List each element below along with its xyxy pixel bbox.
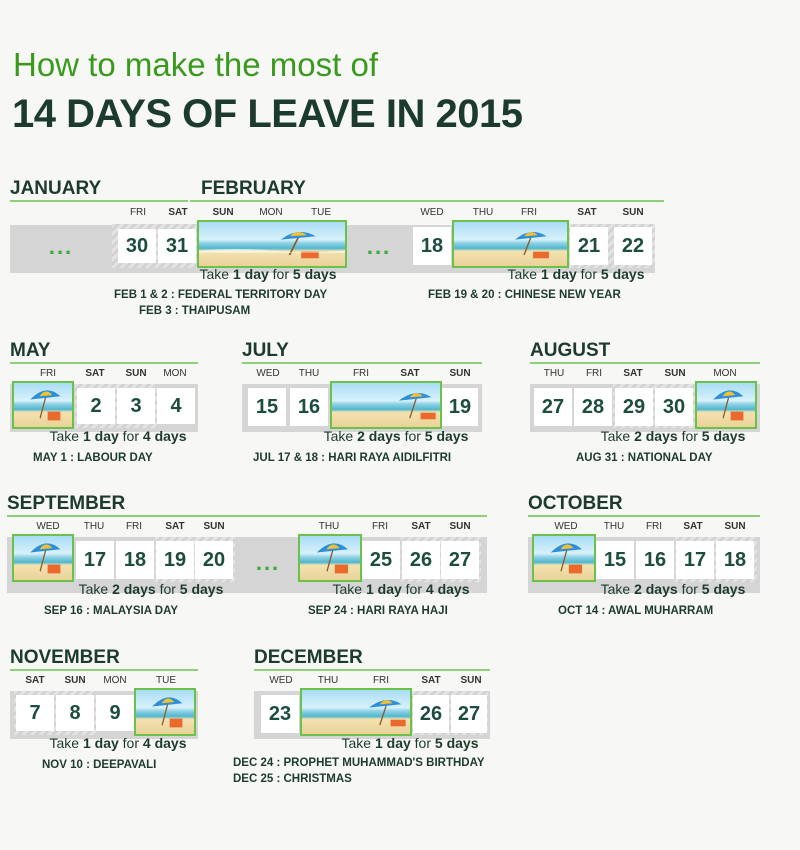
leave-summary: Take 2 days for 5 days: [600, 428, 746, 444]
month-divider: [10, 669, 198, 671]
day-header-wed: WED: [554, 521, 578, 532]
date-cell: 30: [655, 388, 693, 426]
date-cell: 26: [402, 541, 440, 579]
holiday-note: FEB 3 : THAIPUSAM: [139, 305, 251, 317]
beach-icon: [300, 688, 412, 736]
leave-summary: Take 1 day for 4 days: [49, 735, 187, 751]
date-cell: 19: [442, 388, 478, 426]
date-cell: 15: [596, 541, 634, 579]
day-header-mon: MON: [259, 207, 283, 218]
day-header-sun: SUN: [664, 368, 686, 379]
day-header-thu: THU: [543, 368, 565, 379]
day-header-sat: SAT: [168, 207, 188, 218]
leave-summary: Take 2 days for 5 days: [323, 428, 469, 444]
day-header-wed: WED: [420, 207, 444, 218]
date-cell: 18: [716, 541, 754, 579]
day-header-sun: SUN: [449, 521, 471, 532]
day-header-sat: SAT: [421, 675, 441, 686]
date-cell: 7: [16, 695, 54, 731]
day-header-fri: FRI: [129, 207, 147, 218]
date-cell: 3: [117, 388, 155, 424]
date-cell: 21: [570, 227, 608, 265]
beach-icon: [532, 534, 596, 582]
holiday-note: JUL 17 & 18 : HARI RAYA AIDILFITRI: [253, 452, 452, 464]
date-cell: 25: [362, 541, 400, 579]
date-cell: 16: [636, 541, 674, 579]
leave-summary: Take 1 day for 5 days: [507, 266, 645, 282]
month-august: AUGUST: [530, 340, 611, 361]
date-cell: 31: [158, 229, 196, 263]
day-header-sat: SAT: [623, 368, 643, 379]
month-divider: [242, 362, 482, 364]
day-header-tue: TUE: [311, 207, 331, 218]
day-header-fri: FRI: [520, 207, 538, 218]
page-title: 14 DAYS OF LEAVE IN 2015: [12, 92, 523, 136]
beach-icon: [12, 381, 74, 429]
day-header-sun: SUN: [212, 207, 234, 218]
month-divider: [528, 515, 760, 517]
date-cell: 16: [290, 388, 328, 426]
day-header-sun: SUN: [449, 368, 471, 379]
holiday-note: MAY 1 : LABOUR DAY: [33, 452, 153, 464]
day-header-sat: SAT: [683, 521, 703, 532]
holiday-note: FEB 1 & 2 : FEDERAL TERRITORY DAY: [114, 289, 328, 301]
day-header-wed: WED: [36, 521, 60, 532]
day-header-mon: MON: [163, 368, 187, 379]
day-header-fri: FRI: [39, 368, 57, 379]
date-cell: 17: [76, 541, 114, 579]
date-cell: 20: [195, 541, 233, 579]
month-july: JULY: [242, 340, 289, 361]
holiday-note: AUG 31 : NATIONAL DAY: [576, 452, 713, 464]
leave-summary: Take 2 days for 5 days: [600, 581, 746, 597]
holiday-note: SEP 16 : MALAYSIA DAY: [44, 605, 179, 617]
day-header-mon: MON: [103, 675, 127, 686]
month-divider: [190, 200, 664, 202]
date-cell: 27: [441, 541, 479, 579]
beach-icon: [12, 534, 74, 582]
leave-summary: Take 1 day for 5 days: [341, 735, 479, 751]
page-subtitle: How to make the most of: [13, 46, 378, 83]
beach-icon: [695, 381, 757, 429]
month-october: OCTOBER: [528, 493, 623, 514]
date-cell: 26: [413, 695, 449, 733]
month-divider: [10, 200, 188, 202]
month-divider: [530, 362, 760, 364]
day-header-wed: WED: [256, 368, 280, 379]
day-header-thu: THU: [317, 675, 339, 686]
leave-summary: Take 2 days for 5 days: [78, 581, 224, 597]
day-header-sat: SAT: [165, 521, 185, 532]
month-february: FEBRUARY: [201, 178, 306, 199]
ellipsis: ...: [48, 234, 74, 259]
date-cell: 18: [413, 227, 451, 265]
date-cell: 17: [676, 541, 714, 579]
day-header-tue: TUE: [156, 675, 176, 686]
month-divider: [10, 362, 198, 364]
day-header-fri: FRI: [352, 368, 370, 379]
day-header-sat: SAT: [411, 521, 431, 532]
day-header-sun: SUN: [622, 207, 644, 218]
day-header-sat: SAT: [85, 368, 105, 379]
day-header-fri: FRI: [585, 368, 603, 379]
month-january: JANUARY: [10, 178, 102, 199]
holiday-note: FEB 19 & 20 : CHINESE NEW YEAR: [428, 289, 621, 301]
day-header-thu: THU: [83, 521, 105, 532]
leave-summary: Take 1 day for 5 days: [199, 266, 337, 282]
holiday-note: DEC 24 : PROPHET MUHAMMAD'S BIRTHDAY: [233, 757, 485, 769]
leave-summary: Take 1 day for 4 days: [332, 581, 470, 597]
day-header-sat: SAT: [400, 368, 420, 379]
day-header-thu: THU: [298, 368, 320, 379]
date-cell: 9: [96, 695, 134, 731]
day-header-fri: FRI: [645, 521, 663, 532]
date-cell: 30: [118, 229, 156, 263]
date-cell: 18: [116, 541, 154, 579]
month-september: SEPTEMBER: [7, 493, 126, 514]
day-header-sun: SUN: [460, 675, 482, 686]
beach-icon: [452, 220, 569, 268]
month-divider: [7, 515, 487, 517]
beach-icon: [330, 381, 442, 429]
date-cell: 22: [614, 227, 652, 265]
day-header-thu: THU: [603, 521, 625, 532]
day-header-sun: SUN: [203, 521, 225, 532]
month-may: MAY: [10, 340, 51, 361]
day-header-fri: FRI: [125, 521, 143, 532]
day-header-sat: SAT: [25, 675, 45, 686]
date-cell: 2: [77, 388, 115, 424]
month-november: NOVEMBER: [10, 647, 120, 668]
day-header-sat: SAT: [577, 207, 597, 218]
day-header-sun: SUN: [64, 675, 86, 686]
holiday-note: NOV 10 : DEEPAVALI: [42, 759, 157, 771]
day-header-fri: FRI: [371, 521, 389, 532]
month-december: DECEMBER: [254, 647, 363, 668]
day-header-thu: THU: [472, 207, 494, 218]
day-header-mon: MON: [713, 368, 737, 379]
date-cell: 27: [534, 388, 572, 426]
beach-icon: [134, 688, 196, 736]
date-cell: 29: [615, 388, 653, 426]
date-cell: 19: [156, 541, 194, 579]
date-cell: 23: [261, 695, 299, 733]
day-header-wed: WED: [269, 675, 293, 686]
date-cell: 4: [157, 388, 195, 424]
date-cell: 15: [248, 388, 286, 426]
date-cell: 28: [574, 388, 612, 426]
leave-summary: Take 1 day for 4 days: [49, 428, 187, 444]
day-header-fri: FRI: [372, 675, 390, 686]
day-header-sun: SUN: [724, 521, 746, 532]
ellipsis: ...: [255, 550, 281, 575]
month-divider: [254, 669, 490, 671]
date-cell: 8: [56, 695, 94, 731]
beach-icon: [197, 220, 347, 268]
beach-icon: [298, 534, 362, 582]
holiday-note: DEC 25 : CHRISTMAS: [233, 773, 352, 785]
holiday-note: SEP 24 : HARI RAYA HAJI: [308, 605, 448, 617]
holiday-note: OCT 14 : AWAL MUHARRAM: [558, 605, 714, 617]
date-cell: 27: [451, 695, 487, 733]
ellipsis: ...: [366, 234, 392, 259]
day-header-sun: SUN: [125, 368, 147, 379]
day-header-thu: THU: [318, 521, 340, 532]
